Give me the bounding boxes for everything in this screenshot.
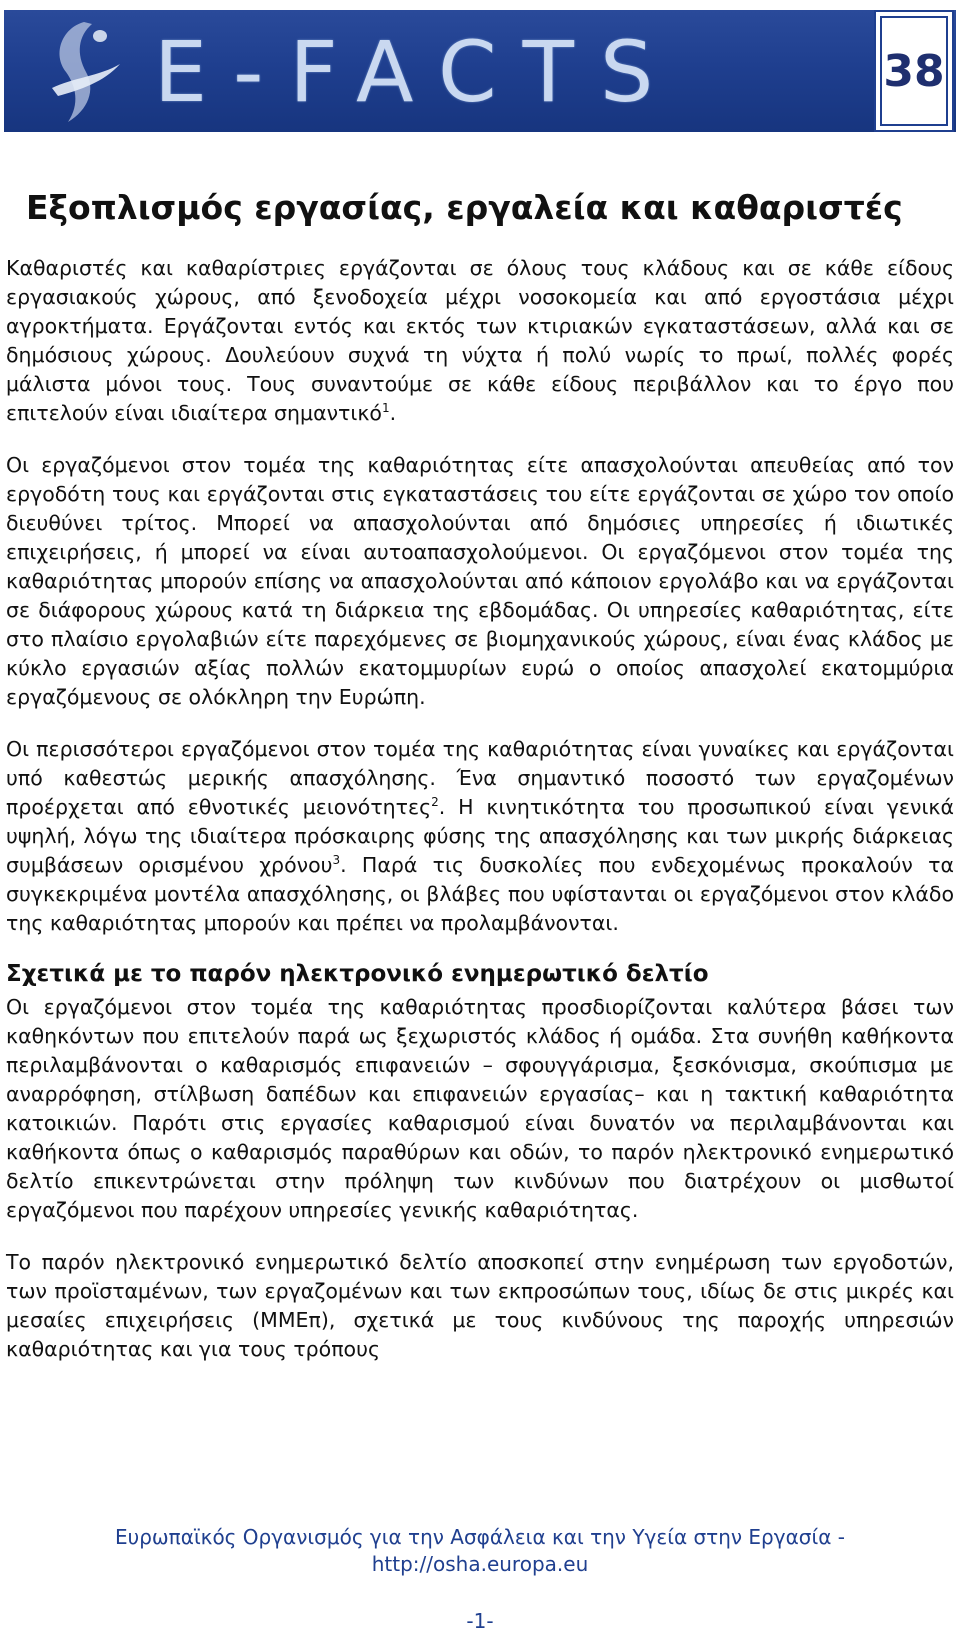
page-title: Εξοπλισμός εργασίας, εργαλεία και καθαριστές bbox=[26, 188, 903, 227]
footnote-ref-3[interactable]: 3 bbox=[332, 853, 341, 868]
footnote-ref-1[interactable]: 1 bbox=[381, 401, 390, 416]
paragraph-tasks: Οι εργαζόμενοι στον τομέα της καθαριότητας προσδιορίζονται καλύτερα βάσει των καθηκόντων που επιτελούν παρά ως ξεχωριστός κλάδος ή ομάδα. Στα συνήθη καθήκοντα περιλαμβάνονται ο καθαρισμός επιφανειών – σφουγγάρισμα, ξεσκόνισμα, σκούπισμα με αναρρόφηση, στίλβωση δαπέδων και επιφανειών εργασίας– και η τακτική καθαριότητα κατοικιών. Παρότι στις εργασίες καθαρισμού είναι δυνατόν να περιλαμβάνονται και καθήκοντα όπως ο καθαρισμός παραθύρων και οδών, το παρόν ηλεκτρονικό ενημερωτικό δελτίο επικεντρώνεται στην πρόληψη των κινδύνων που διατρέχουν οι μισθωτοί εργαζόμενοι που παρέχουν υπηρεσίες γενικής καθαριότητας. bbox=[6, 995, 954, 1222]
page-footer bbox=[0, 1524, 960, 1633]
paragraph-intro-text: Καθαριστές και καθαρίστριες εργάζονται σε όλους τους κλάδους και σε κάθε είδους εργασιακούς χώρους, από ξενοδοχεία μέχρι νοσοκομεία και από εργοστάσια μέχρι αγροκτήματα. Εργάζονται εντός και εκτός των κτιριακών εγκαταστάσεων, αλλά και σε δημόσιους χώρους. Δουλεύουν συχνά τη νύχτα ή πολύ νωρίς το πρωί, πολλές φορές μάλιστα μόνοι τους. Τους συναντούμε σε κάθε είδους περιβάλλον και το έργο που επιτελούν είναι ιδιαίτερα σημαντικό bbox=[6, 256, 954, 425]
header-banner bbox=[4, 10, 956, 132]
paragraph-intro-end: . bbox=[389, 401, 397, 425]
paragraph-intro bbox=[6, 254, 954, 428]
footer-organization: Ευρωπαϊκός Οργανισμός για την Ασφάλεια και την Υγεία στην Εργασία - bbox=[115, 1525, 845, 1549]
issue-number-box bbox=[874, 10, 954, 132]
document-body bbox=[6, 188, 954, 1387]
footnote-ref-2[interactable]: 2 bbox=[431, 795, 439, 810]
brand-name: E-FACTS bbox=[154, 23, 680, 121]
page-number: -1- bbox=[466, 1609, 494, 1633]
section-heading-about: Σχετικά με το παρόν ηλεκτρονικό ενημερωτικό δελτίο bbox=[6, 961, 709, 987]
paragraph-workforce bbox=[6, 735, 954, 938]
paragraph-workforce-part-b: . Η κινητικότητα του προσωπικού είναι γενικά υψηλή, λόγω της ιδιαίτερα πρόσκαιρης φύσης της απασχόλησης και των μικρής διάρκειας συμβάσεων ορισμένου χρόνου bbox=[6, 795, 954, 877]
osha-logo-icon bbox=[22, 14, 142, 130]
paragraph-workforce-part-c: . Παρά τις δυσκολίες που ενδεχομένως προκαλούν τα συγκεκριμένα μοντέλα απασχόλησης, οι βλάβες που υφίστανται οι εργαζόμενοι στον κλάδο της καθαριότητας μπορούν και πρέπει να προλαμβάνονται. bbox=[6, 853, 954, 935]
issue-number: 38 bbox=[880, 16, 948, 126]
footer-url-link[interactable]: http://osha.europa.eu bbox=[371, 1552, 589, 1576]
paragraph-employment: Οι εργαζόμενοι στον τομέα της καθαριότητας είτε απασχολούνται απευθείας από τον εργοδότη τους και εργάζονται στις εγκαταστάσεις του είτε εργάζονται σε χώρο τον οποίο διευθύνει τρίτος. Μπορεί να απασχολούνται από δημόσιες υπηρεσίες ή ιδιωτικές επιχειρήσεις, ή μπορεί να είναι αυτοαπασχολούμενοι. Οι εργαζόμενοι στον τομέα της καθαριότητας μπορούν επίσης να απασχολούνται από κάποιον εργολάβο και να εργάζονται σε διάφορους χώρους κατά τη διάρκεια της εβδομάδας. Οι υπηρεσίες καθαριότητας, είτε στο πλαίσιο εργολαβιών είτε παρεχόμενες σε βιομηχανικούς χώρους, είναι ένας κλάδος με κύκλο εργασιών αξίας πολλών εκατομμυρίων ευρώ ο οποίος απασχολεί εκατομμύρια εργαζόμενους σε ολόκληρη την Ευρώπη. bbox=[6, 453, 954, 709]
paragraph-purpose: Το παρόν ηλεκτρονικό ενημερωτικό δελτίο αποσκοπεί στην ενημέρωση των εργοδοτών, των προϊσταμένων, των εργαζομένων και των εκπροσώπων τους, ιδίως δε στις μικρές και μεσαίες επιχειρήσεις (ΜΜΕπ), σχετικά με τους κινδύνους της παροχής υπηρεσιών καθαριότητας και για τους τρόπους bbox=[6, 1250, 954, 1361]
paragraph-workforce-part-a: Οι περισσότεροι εργαζόμενοι στον τομέα της καθαριότητας είναι γυναίκες και εργάζονται υπό καθεστώς μερικής απασχόλησης. Ένα σημαντικό ποσοστό των εργαζομένων προέρχεται από εθνοτικές μειονότητες bbox=[6, 737, 954, 819]
